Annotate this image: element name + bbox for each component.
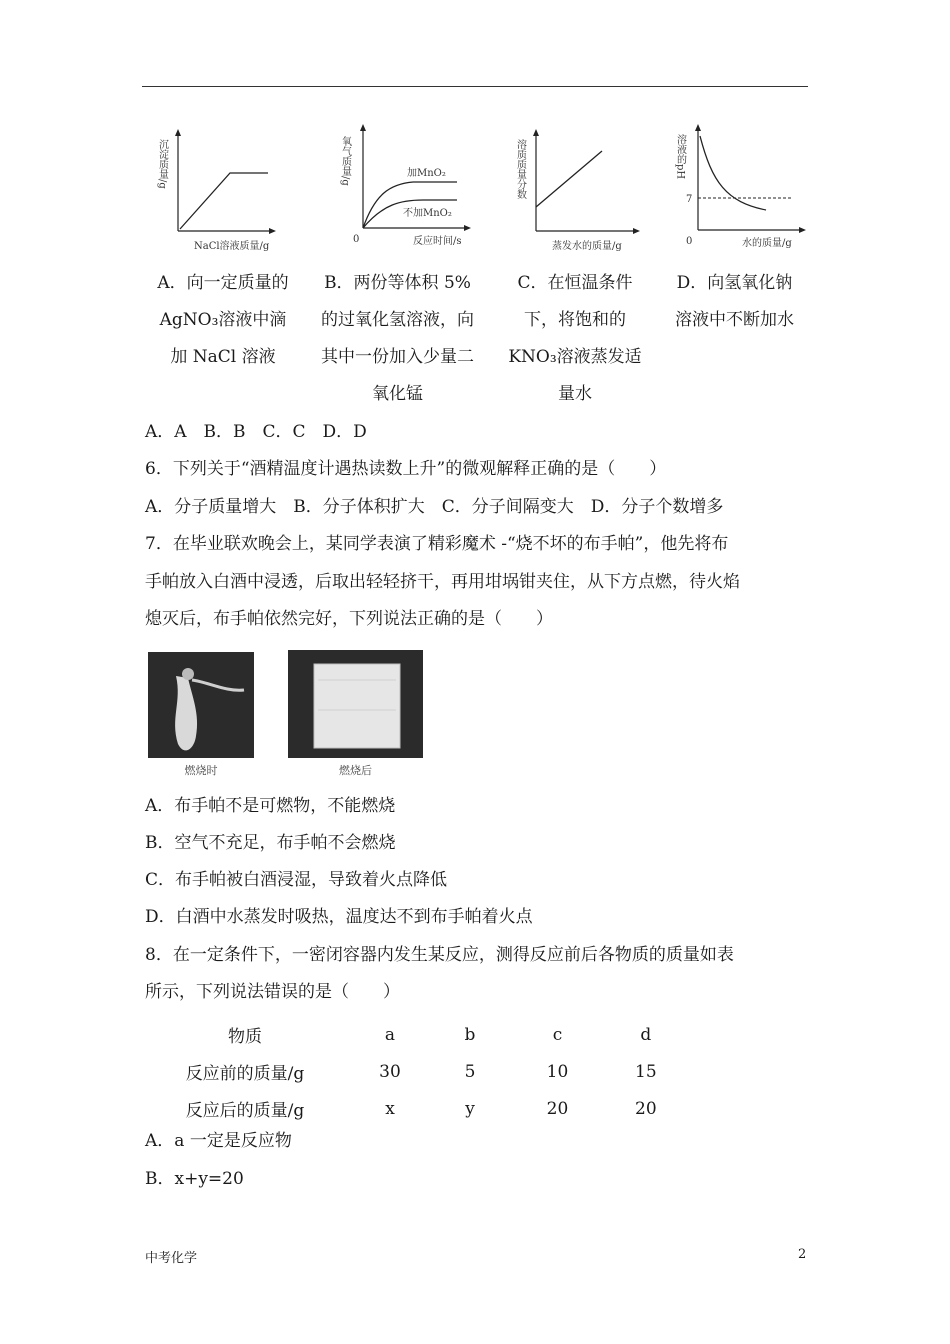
graph-d-ylabel: 溶液的pH	[674, 134, 686, 180]
caption-a-3: 加 NaCl 溶液	[170, 347, 276, 367]
photo-burning-caption: 燃烧时	[184, 764, 218, 777]
caption-d-1: D．向氢氧化钠	[676, 273, 793, 293]
table-cell: 20	[546, 1098, 569, 1119]
graph-a	[150, 125, 280, 255]
footer-subject: 中考化学	[145, 1251, 198, 1266]
photo-burning	[148, 652, 254, 758]
q5-options: A．A B．B C．C D．D	[145, 422, 367, 442]
caption-b-4: 氧化锰	[372, 384, 423, 404]
q7-stem-1: 7．在毕业联欢晚会上，某同学表演了精彩魔术 -“烧不坏的布手帕”，他先将布	[145, 534, 729, 554]
table-cell: 15	[635, 1061, 657, 1082]
caption-d-2: 溶液中不断加水	[675, 310, 794, 330]
graph-b-curve2-label: 不加MnO₂	[403, 208, 452, 219]
q7-option-c: C．布手帕被白酒浸湿，导致着火点降低	[145, 870, 448, 890]
q7-option-b: B．空气不充足，布手帕不会燃烧	[145, 833, 396, 853]
q7-option-a: A．布手帕不是可燃物，不能燃烧	[145, 796, 396, 816]
caption-a-1: A．向一定质量的	[157, 273, 289, 293]
table-cell: 反应后的质量/g	[185, 1101, 305, 1121]
graph-b-curve1-label: 加MnO₂	[407, 168, 446, 179]
graph-d	[670, 122, 810, 252]
graph-a-xlabel: NaCl溶液质量/g	[194, 241, 270, 252]
table-cell: 反应前的质量/g	[185, 1064, 305, 1084]
graph-b-origin: 0	[353, 234, 360, 245]
q7-option-d: D．白酒中水蒸发时吸热，温度达不到布手帕着火点	[145, 907, 533, 927]
photo-after-caption: 燃烧后	[339, 764, 372, 777]
photo-after	[288, 650, 423, 758]
caption-b-3: 其中一份加入少量二	[321, 347, 474, 367]
table-cell: 10	[546, 1061, 569, 1082]
graph-c-xlabel: 蒸发水的质量/g	[552, 241, 622, 252]
graph-b-xlabel: 反应时间/s	[413, 236, 462, 247]
graph-a-ylabel: 沉淀质量/g	[156, 139, 168, 189]
graph-b	[335, 122, 475, 252]
q8-stem-2: 所示，下列说法错误的是（ ）	[145, 982, 400, 1002]
mass-table	[170, 1016, 657, 1127]
q8-option-b: B．x+y=20	[145, 1169, 244, 1189]
caption-b-1: B．两份等体积 5%	[324, 273, 471, 293]
caption-c-3: KNO₃溶液蒸发适	[508, 347, 642, 367]
q7-stem-3: 熄灭后，布手帕依然完好，下列说法正确的是（ ）	[145, 609, 553, 629]
table-cell: y	[465, 1098, 475, 1119]
table-header-cell: 物质	[228, 1027, 262, 1047]
graph-d-origin: 0	[686, 236, 693, 247]
table-header-row	[170, 1016, 657, 1053]
table-row	[170, 1053, 657, 1090]
q8-stem-1: 8．在一定条件下，一密闭容器内发生某反应，测得反应前后各物质的质量如表	[145, 945, 734, 965]
graph-b-ylabel: 氧气质量/g	[339, 136, 351, 186]
graph-d-xlabel: 水的质量/g	[742, 238, 792, 249]
table-cell: x	[385, 1098, 395, 1119]
graph-d-tick: 7	[686, 194, 693, 205]
table-header-cell: a	[384, 1024, 396, 1045]
q7-stem-2: 手帕放入白酒中浸透，后取出轻轻挤干，再用坩埚钳夹住，从下方点燃，待火焰	[145, 572, 740, 592]
table-header-cell: c	[552, 1024, 563, 1045]
header-rule	[142, 86, 808, 87]
graph-c-ylabel: 溶质质量分数	[514, 139, 526, 199]
table-header-cell: b	[464, 1024, 476, 1045]
table-header-cell: d	[640, 1024, 652, 1045]
caption-b-2: 的过氧化氢溶液，向	[321, 310, 474, 330]
q6-stem: 6．下列关于“酒精温度计遇热读数上升”的微观解释正确的是（ ）	[145, 459, 667, 479]
q6-options: A．分子质量增大 B．分子体积扩大 C．分子间隔变大 D．分子个数增多	[145, 497, 724, 517]
caption-a-2: AgNO₃溶液中滴	[159, 310, 287, 330]
caption-c-4: 量水	[558, 384, 592, 404]
page-number: 2	[798, 1247, 807, 1262]
q8-option-a: A．a 一定是反应物	[145, 1131, 292, 1151]
table-cell: 30	[379, 1061, 401, 1082]
graph-c	[510, 125, 645, 255]
table-cell: 5	[464, 1061, 476, 1082]
table-cell: 20	[635, 1098, 657, 1119]
caption-c-2: 下，将饱和的	[524, 310, 626, 330]
caption-c-1: C．在恒温条件	[517, 273, 633, 293]
table-row	[170, 1090, 657, 1127]
